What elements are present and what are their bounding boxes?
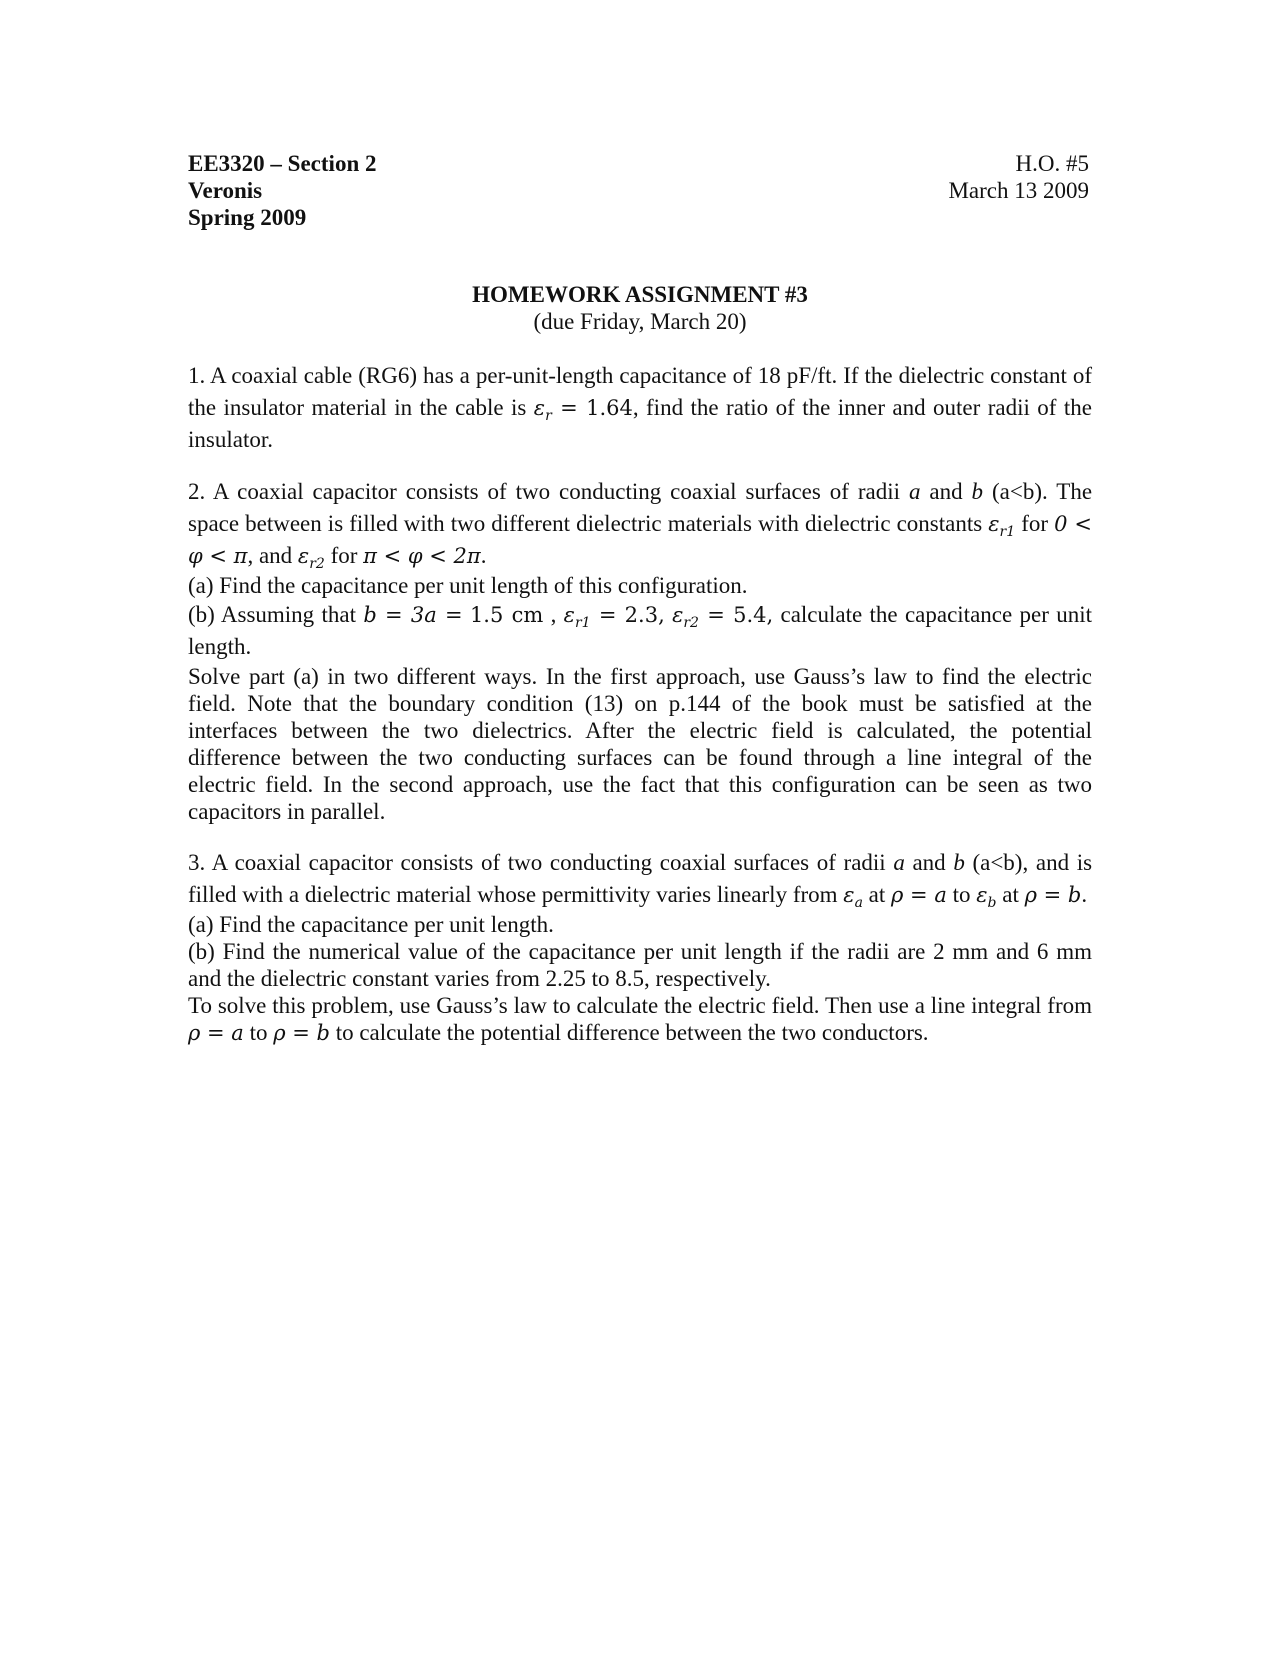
problem-3-text: and is filled with a dielectric material whose permittivity varies linearly from [188,850,1093,907]
page-title: HOMEWORK ASSIGNMENT #3 [472,282,808,307]
word-and: and [912,850,946,875]
title-block [0,281,1280,335]
rho-b: ρ = b [1024,883,1082,907]
problem-3-part-a: (a) Find the capacitance per unit length. [188,912,554,937]
word-for-1: for [1021,511,1049,536]
part-b-val: 1.5 cm [469,603,544,627]
problem-3 [188,847,1092,1047]
term-label: Spring 2009 [188,205,307,230]
header-left [188,150,376,231]
part-b-lead: (b) Assuming that [188,602,356,627]
handout-number: H.O. #5 [1015,151,1089,176]
handout-date: March 13 2009 [948,178,1089,203]
problem-2-part-a: (a) Find the capacitance per unit length of this configuration. [188,573,748,598]
problem-1-text: 1. A coaxial cable (RG6) has a per-unit-length capacitance of 18 pF/ft. If the dielectric constant of the insulator material in the cable is [188,363,1092,420]
eps-r1-symbol: $\varepsilon_{r1}$ [988,512,1016,540]
radius-condition: (a<b). [991,479,1048,504]
phi-range-2: π < φ < 2π [363,544,481,568]
period: . [1081,882,1088,907]
problem-1-text-end: , find the ratio of the inner and outer radii of the insulator. [188,395,1092,452]
word-at-2: at [1002,882,1019,907]
problem-2-text: The space between is filled with two different dielectric materials with dielectric constants [188,479,1093,536]
solve-rho-a: ρ = a [188,1021,244,1045]
eps-b-symbol: $\varepsilon_b$ [976,883,997,911]
radius-a-symbol: a [908,479,921,504]
word-and: and [929,479,963,504]
problem-3-solve-end: to calculate the potential difference between the two conductors. [335,1020,929,1045]
part-b-eps1: $\varepsilon_{r1} = 2.3$, [563,603,665,631]
problem-3-solve-note: To solve this problem, use Gauss’s law to calculate the electric field. Then use a line integral from [188,993,1092,1018]
due-date: (due Friday, March 20) [533,309,747,334]
part-b-eq: b = 3a = [363,603,463,627]
problems-body [188,360,1092,1047]
rho-a: ρ = a [891,883,947,907]
word-to: to [952,882,971,907]
course-label: EE3320 – Section 2 [188,151,377,176]
problem-2-solve-note: Solve part (a) in two different ways. In the first approach, use Gauss’s law to find the electric field. Note that the boundary condition (13) on p.144 of the book must be satisfied at the interfaces between the two dielectrics. After the electric field is calculated, the potential difference between the two conducting surfaces can be found through a line integral of the electric field. In the second approach, use the fact that this configuration can be seen as two capacitors in parallel. [188,664,1092,824]
problem-1-eps: $\varepsilon_r = 1.64$ [533,396,633,424]
period: . [480,543,487,568]
solve-to: to [249,1020,268,1045]
radius-a-symbol: a [893,850,905,875]
eps-r2-symbol: $\varepsilon_{r2}$ [297,544,325,572]
word-for-2: for [330,543,358,568]
header-right [948,150,1089,204]
part-b-tail: calculate the capacitance per unit length. [188,602,1092,659]
part-b-eps2: $\varepsilon_{r2} = 5.4$, [672,603,774,631]
problem-2: 2. A coaxial capacitor consists of two conducting coaxial surfaces of radii a and b (a<b). The space between is filled with two different dielectric materials with dielectric constants $\varepsilon_{r1}$ for 0 < φ < π, and $\varepsilon_{r2}$ for π < φ < 2π. (a) Find the capacitance per unit length of this configuration. (b) Assuming that b = 3a = 1.5 cm , $\varepsilon_{r1} = 2.3$, $\varepsilon_{r2} = 5.4$, calculate the capacitance per unit length. Solve part (a) in two different ways. In the first approach, use Gauss’s law to find the electric field. Note that the boundary condition (13) on p.144 of the book must be satisfied at the interfaces between the two dielectrics. After the electric field is calculated, the potential difference between the two conducting surfaces can be found through a line integral of the electric field. In the second approach, use the fact that this configuration can be seen as two capacitors in parallel. [188,479,1093,824]
instructor-name: Veronis [188,178,263,203]
phi-range-1: 0 < φ < π [188,512,1093,568]
eps-a-symbol: $\varepsilon_a$ [843,883,863,911]
problem-3-intro: 3. A coaxial capacitor consists of two conducting coaxial surfaces of radii [188,850,886,875]
radius-b-symbol: b [971,479,984,504]
solve-rho-b: ρ = b [273,1021,330,1045]
problem-2-intro: 2. A coaxial capacitor consists of two conducting coaxial surfaces of radii [188,479,901,504]
problem-1 [188,360,1092,456]
problem-3-part-b: (b) Find the numerical value of the capacitance per unit length if the radii are 2 mm and 6 mm and the dielectric constant varies from 2.25 to 8.5, respectively. [188,939,1092,991]
word-and-2: , and [247,543,293,568]
radius-b-symbol: b [953,850,965,875]
word-at-1: at [868,882,886,907]
radius-condition: (a<b), [972,850,1029,875]
